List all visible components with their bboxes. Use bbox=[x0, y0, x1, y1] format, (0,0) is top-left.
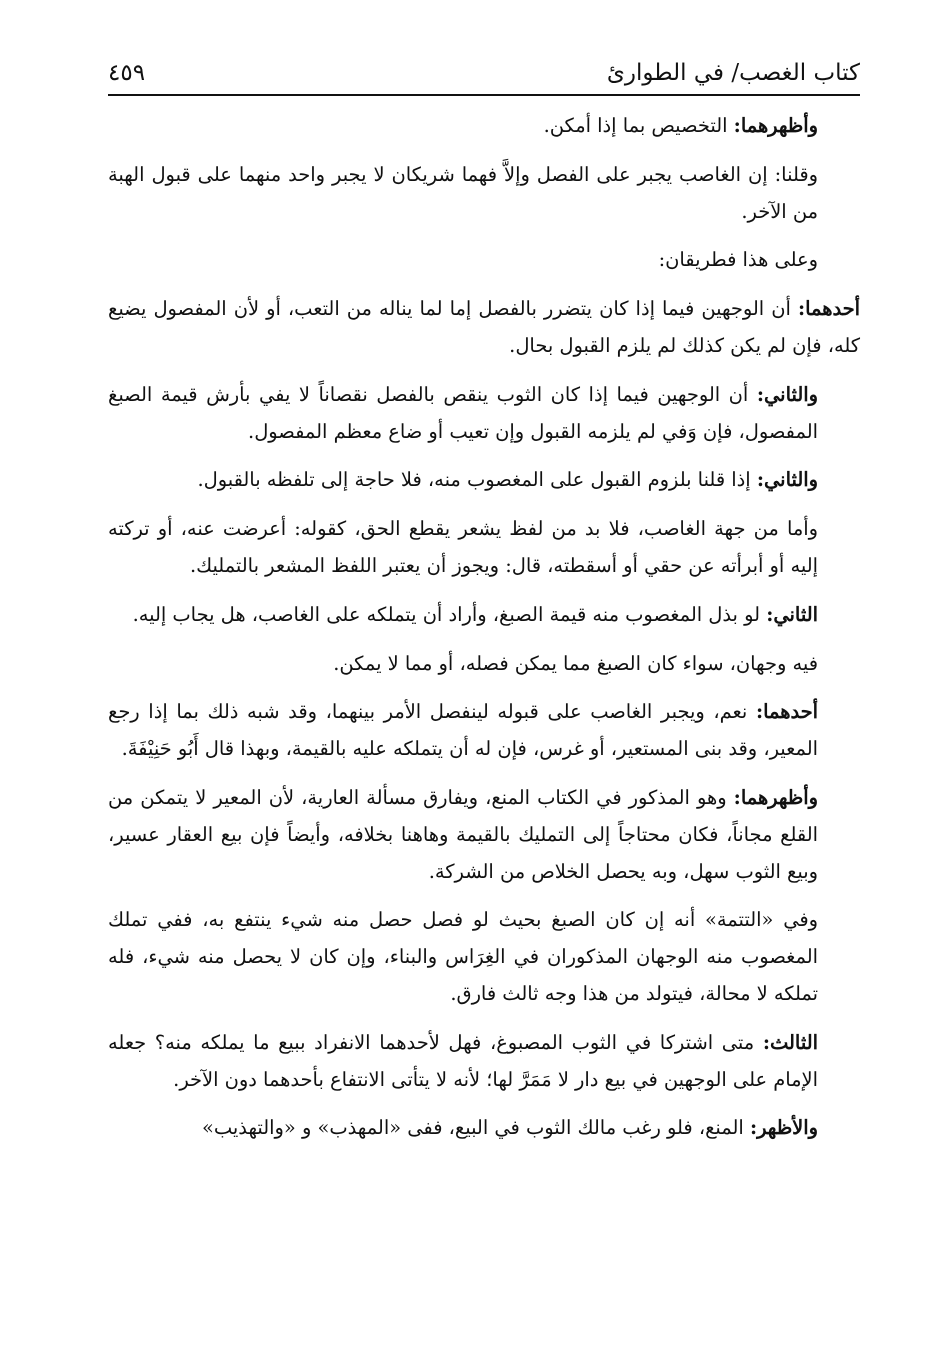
paragraph-text: نعم، ويجبر الغاصب على قبوله لينفصل الأمر بينهما، وقد شبه ذلك بما إذا رجع المعير، وقد بنى المستعير، أو غرس، فإن له أن يتملكه عليه بالقيمة، وبهذا قال أَبُو حَنِيْفَةَ. bbox=[108, 700, 818, 761]
paragraph-label: والثاني: bbox=[756, 382, 818, 406]
paragraph-text: إذا قلنا بلزوم القبول على المغصوب منه، فلا حاجة إلى تلفظه بالقبول. bbox=[197, 468, 757, 492]
paragraph-text: المنع، فلو رغب مالك الثوب في البيع، ففى «المهذب» و «والتهذيب» bbox=[201, 1116, 750, 1140]
paragraph-label: الثاني: bbox=[766, 602, 818, 626]
running-title: كتاب الغصب/ في الطوارئ bbox=[606, 60, 860, 86]
paragraph bbox=[108, 1110, 860, 1147]
paragraph bbox=[108, 597, 860, 634]
paragraph bbox=[108, 108, 860, 145]
paragraph-label: أحدهما: bbox=[797, 297, 860, 321]
paragraph-text: وقلنا: إن الغاصب يجبر على الفصل وإلاَّ فهما شريكان لا يجبر واحد منهما على قبول الهبة من الآخر. bbox=[108, 162, 818, 223]
paragraph bbox=[108, 694, 860, 768]
paragraph bbox=[108, 646, 860, 683]
paragraph-text: أن الوجهين فيما إذا كان يتضرر بالفصل إما لما يناله من التعب، أو لأن المفصول يضيع كله، فإن لم يكن كذلك لم يلزم القبول بحال. bbox=[108, 297, 860, 357]
paragraph bbox=[108, 157, 860, 231]
paragraph-text: وعلى هذا فطريقان: bbox=[658, 248, 818, 272]
paragraph-label: أحدهما: bbox=[755, 700, 818, 724]
paragraph-text: وأما من جهة الغاصب، فلا بد من لفظ يشعر يقطع الحق، كقوله: أعرضت عنه، أو تركته إليه أو أبرأته عن حقي أو أسقطته، قال: ويجوز أن يعتبر اللفظ المشعر بالتمليك. bbox=[108, 517, 818, 577]
paragraph bbox=[108, 242, 860, 279]
paragraph-text: متى اشتركا في الثوب المصبوغ، فهل لأحدهما الانفراد ببيع ما يملكه منه؟ جعله الإمام على الوجهين في بيع دار لا مَمَرَّ لها؛ لأنه لا يتأتى الانتفاع بأحدهما دون الآخر. bbox=[108, 1030, 818, 1091]
page-body bbox=[108, 108, 860, 1159]
paragraph-label: وأظهرهما: bbox=[733, 785, 818, 809]
page-number: ٤٥٩ bbox=[108, 60, 146, 86]
paragraph-label: والثاني: bbox=[756, 468, 818, 492]
paragraph bbox=[108, 377, 860, 451]
paragraph bbox=[108, 291, 860, 365]
paragraph-text: فيه وجهان، سواء كان الصبغ مما يمكن فصله، أو مما لا يمكن. bbox=[333, 651, 818, 675]
paragraph-text: أن الوجهين فيما إذا كان الثوب ينقص بالفصل نقصاناً لا يفي بأرش قيمة الصبغ المفصول، فإن وَفي لم يلزمه القبول وإن تعيب أو ضاع معظم المفصول. bbox=[108, 382, 818, 443]
paragraph bbox=[108, 462, 860, 499]
paragraph-label: والأظهر: bbox=[749, 1116, 818, 1140]
paragraph bbox=[108, 780, 860, 890]
paragraph-text: وهو المذكور في الكتاب المنع، ويفارق مسألة العارية، لأن المعير لا يتمكن من القلع مجاناً، فكان محتاجاً إلى التمليك بالقيمة وهاهنا بخلافه، وأيضاً فإن بيع العقار عسير، وبيع الثوب سهل، وبه يحصل الخلاص من الشركة. bbox=[108, 785, 818, 883]
paragraph-label: وأظهرهما: bbox=[733, 114, 818, 137]
paragraph bbox=[108, 511, 860, 585]
paragraph bbox=[108, 902, 860, 1012]
paragraph bbox=[108, 1025, 860, 1099]
page-header bbox=[108, 46, 860, 96]
paragraph-text: وفي «التتمة» أنه إن كان الصبغ بحيث لو فصل حصل منه شيء ينتفع به، ففي تملك المغصوب منه الوجهان المذكوران في الغِرَاس والبناء، وإن كان لا يحصل منه شيء، فله تملكه لا محالة، فيتولد من هذا وجه ثالث فارق. bbox=[108, 908, 818, 1005]
paragraph-text: التخصيص بما إذا أمكن. bbox=[543, 114, 734, 137]
paragraph-label: الثالث: bbox=[762, 1030, 818, 1054]
paragraph-text: لو بذل المغصوب منه قيمة الصبغ، وأراد أن يتملكه على الغاصب، هل يجاب إليه. bbox=[132, 602, 767, 626]
